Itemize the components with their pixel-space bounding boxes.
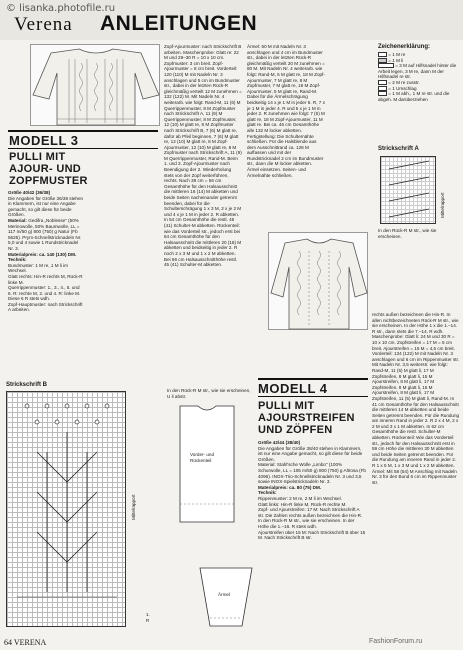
price-text: Materialpreis: ca. 140 (130) DM. bbox=[8, 251, 77, 257]
material-label: Material: bbox=[8, 217, 27, 223]
sweater-illustration-model3 bbox=[30, 44, 160, 126]
legend-item: = 3 M auf Hilfsnadel hinter die Arbeit legen, 3 M re, dann M der Hilfsnadel re str. bbox=[378, 63, 457, 80]
chart-b-row-label: R bbox=[146, 618, 150, 623]
chart-b-row-label: 1. bbox=[146, 612, 150, 617]
watermark: © lisanka.photofile.ru bbox=[6, 3, 116, 14]
legend-item: = 1 M re bbox=[378, 52, 460, 58]
divider bbox=[8, 130, 158, 132]
schematic-piece-label: Ärmel bbox=[218, 592, 230, 597]
model4-title-line: UND ZÖPFEN bbox=[258, 424, 333, 436]
zopf-text: Zopf- und Ajourstreifen: 17 M: Nach Strickschrift A str. Die Zahlen rechts außen bezeichnen die Hin-R. In den Rück-R M str., wie sie erscheinen. In der Höhe die 1.–16. R stets wdh. bbox=[258, 507, 363, 529]
legend-item: = 1 Umschlag bbox=[378, 86, 460, 92]
model3-instructions-col2: Zopf-Ajourmuster: nach Strickschrift B arbeiten. Maschenprobe: Glatt re: 22 M und 29–30 R = 10 x 10 cm. Zopfmuster: 3 cm breit. Zopf-Ajourmuster = 8 cm breit. Vorderteil: 120 (110) M mit Nadeln Nr. 3 anschlagen und 5 cm im Bundmuster str., dabei in der letzten Rück-R gleichmäßig verteilt 12 M zunehmen = 132 (122) M. Mit Nadeln Nr. 4 weiterarb. wie folgt: Rand-M, 11 (6) M Querrippenmuster, 8 M Zopfmuster nach Strickschrift A, 11 (9) M Querrippenmuster, 8 M Zopfmuster, 12 (10) M glatt re, 8 M Zopfmuster nach Strickschrift B, 7 (6) M glatt re, dafür ab Pfeil beginnen, 7 (6) M glatt re, 12 (10) M glatt re, 8 M Zopf-Ajourmuster, 12 (10) M glatt re, 8 M Zopfmuster nach Strickschrift A, 11 (9) M Querrippenmuster, Rand-M. Beim 1. und 3. Zopf-Ajourmuster nach Beendigung der 2. Wiederholung stets von der Zopf weiterführen, rechts. Nach 38 cm = 56 cm Gesamthöhe für den Halsausschnitt die mittleren 16 (14) M abketten und beide Seiten nacheinander getrennt beenden, dabei für die Schulterschrägung 1 x 3 M, 2 x je 2 M und 4 x je 1 M in jeder 2. R abketten. In 54 cm Gesamthöhe die restl. 45 (41) Schulter-M abketten. Rückenteil: wie das Vorderteil str., jedoch erst bei 64 cm Gesamthöhe für den Halsausschnitt die mittleren 20 (18) M abketten und beidseitig in jeder 2. R noch 2 x 3 M und 1 x 2 M abketten. Bei 66 cm Halsausschnitthöhe restl. 45 (41) Schulter-M abketten. bbox=[164, 44, 242, 268]
model4-number: MODELL 4 bbox=[258, 381, 328, 396]
schematic-note: In den Rück-R M str., wie sie erscheinen, U li abstr. bbox=[167, 388, 251, 399]
rippen-text: Rippenmuster: 2 M re, 2 M li im Wechsel. bbox=[258, 495, 342, 501]
technik-label: Technik: bbox=[258, 490, 277, 496]
site-watermark: FashionForum.ru bbox=[369, 638, 423, 645]
cable-icon bbox=[378, 63, 394, 68]
chart-b bbox=[6, 391, 126, 627]
model4-instructions-col-right: rechts außen bezeichnen die Hin-R. In allen nichtbezeichneten Rück-R M str., wie sie erscheinen. In der Höhe 1 x die 1.–14. R str., dann stets die 7.–14. R wdh. Maschenprobe: Glatt li: 24 M und 30 R = 10 x 10 cm. Zopfstreifen = 17 M = 5 cm breit. Ajourstreifen = 15 M = 4,5 cm breit. Vorderteil: 134 (122) M mit Nadeln Nr. 3 anschlagen und 6 cm im Rippenmuster str. Mit Nadeln Nr. 3,5 weiterstr. wie folgt: Rand-M, 11 (5) M glatt li, 17 M Zopfstreifen, 8 M glatt li, 15 M Ajourstreifen, 8 M glatt li, 17 M Zopfstreifen, 8 M glatt li, 15 M Ajourstreifen, 8 M glatt li, 17 M Zopfstreifen, 11 (5) M glatt li, Rand-M. In 41 cm Gesamthöhe für den Halsausschnitt die mittleren 14 M abketten und beide Seiten getrennt beenden. Für die Rundung am inneren Rand in jeder 2. R 2 x 4 M, 2 x 2 M und 3 x 1 M abketten. In 62 cm Gesamthöhe die restl. Schulter-M abketten. Rückenteil: Wie das Vorderteil str., jedoch für den Halsausschnitt erst in 59 cm Höhe die mittleren 30 M abketten und beide Seiten getrennt beenden. Für die Rundung am inneren Rand in jeder 2. R 1 x 5 M, 1 x 3 M und 1 x 2 M abketten. Ärmel: Mit 58 (54) M Anschlag mit Nadeln Nr. 3 für den Bund 6 cm im Rippenmuster str. bbox=[372, 312, 460, 485]
model3-instructions-col3: Ärmel: 60 M mit Nadeln Nr. 3 anschlagen und 4 cm im Bundmuster str., dabei in der letzten Rück-R gleichmäßig verteilt 20 M zunehmen = 80 M. Mit Nadeln Nr. 4 weiterarb. wie folgt: Rand-M, 5 M glatt re, 18 M Zopf-Ajourmuster, 7 M glatt re, 8 M Zopfmuster, 7 M glatt re, 18 M Zopf-Ajourmuster, 5 M glatt re, Rand-M. Dabei für die Ärmelschrägung beidseitig 14 x je 1 M in jeder 6. R, 7 x je 1 M in jeder 4. R und 5 x je 1 M in jeder 2. R zunehmen wie folgt: 7 (6) M glatt re, 18 M Zopf-Ajourmuster, 11 M glatt re. Bei ca. 46 cm Gesamthöhe alle 132 M locker abketten. Fertigstellung: Die Schulternähte schließen. Für die Halsblende aus dem Ausschnittrand ca. 128 M auffassen und mit der Rundstricknadel 2 cm im Bundmuster str., dann die M locker abketten. Ärmel einsetzen. Seiten- und Ärmelnähte schließen. bbox=[247, 44, 325, 178]
schematic-piece-label: Vorder- und Rückenteil bbox=[190, 452, 215, 463]
material-text: Material: Stahl'sche Wolle „Limbo" (100% Schurwolle, LL = 105 m/50 g) 800 (750) g Altrosa (Fb 4096). INOX-Trio-Schnellstricknadeln Nr. 3 und 3,5 sowie INOX-Spielstricknadeln Nr. 3. bbox=[258, 462, 366, 485]
technik-label: Technik: bbox=[8, 257, 27, 263]
model4-title-line: AJOURSTREIFEN bbox=[258, 412, 355, 424]
model3-title-line: AJOUR- UND bbox=[9, 163, 82, 175]
knit-left-icon bbox=[378, 58, 387, 63]
page-number: 64 VERENA bbox=[4, 638, 47, 647]
legend-item: = 1 M abh., 1 M re str. und die abgeh. M darüberziehen bbox=[378, 91, 450, 102]
zopf-text: Zopf-Hauptmuster: nach Strickschrift A arbeiten. bbox=[8, 301, 83, 313]
legend bbox=[378, 44, 460, 138]
glatt-text: Glatt rechts: Hin-R rechts M, Rück-R linke M. bbox=[8, 273, 83, 285]
size-label: Größe 42/44 (38/40) bbox=[258, 440, 301, 445]
intro-text: Die Angaben für Größe 36/38 stehen in Klammern, ist nur eine Angabe gemacht, so gilt diese für beide Größen. bbox=[8, 195, 84, 218]
material-text: Gedifra „Noblesse" (50% Merinowolle, 50% Baumwolle, LL = 117 m/50 g) 800 (750) g Natur (Fb 5625). Prym-Schnellstricknadeln Nr. 5,0 und 4 sowie 1 Rundstricknadel Nr. 3. bbox=[8, 217, 82, 251]
divider bbox=[258, 396, 368, 397]
model3-instructions-col1 bbox=[8, 190, 84, 380]
chart-b-title: Strickschrift B bbox=[6, 382, 48, 388]
chart-a-note: In den Rück-R M str., wie sie erscheinen. bbox=[378, 228, 437, 239]
chart-a-title: Strickschrift A bbox=[378, 146, 419, 152]
k2tog-icon bbox=[378, 80, 387, 85]
model4-instructions bbox=[258, 440, 366, 632]
intro-text: Die Angaben für Größe 38/40 stehen in Klammern, ist nur eine Angabe gemacht, so gilt diese für beide Größen. bbox=[258, 445, 363, 462]
page-title: ANLEITUNGEN bbox=[100, 12, 258, 35]
yarn-over-icon bbox=[378, 86, 387, 91]
bund-text: Bundmuster: 1 M re, 1 M li im Wechsel. bbox=[8, 262, 68, 274]
chart-a bbox=[380, 156, 436, 224]
skp-icon bbox=[378, 91, 387, 96]
legend-title: Zeichenerklärung: bbox=[378, 44, 431, 50]
legend-item: = 2 M re zusstr. bbox=[378, 80, 460, 86]
ajour-text: Ajourstreifen über 15 M: Nach Strickschrift B über 15 M. Nach Strickschrift B str. bbox=[258, 529, 366, 541]
sweater-illustration-model4 bbox=[268, 232, 368, 330]
brand-logo: Verena bbox=[14, 14, 73, 35]
divider bbox=[258, 378, 368, 380]
model3-number: MODELL 3 bbox=[9, 133, 79, 148]
model4-title-line: PULLI MIT bbox=[258, 400, 315, 412]
chart-b-side-label: Mittelrapport bbox=[131, 494, 136, 520]
schematic-front-back bbox=[170, 404, 244, 524]
model3-title-line: PULLI MIT bbox=[9, 151, 66, 163]
glatt-links-text: Glatt links: Hin-R linke M, Rück-R rechte M. bbox=[258, 501, 347, 507]
knit-right-icon bbox=[378, 52, 387, 57]
price-text: Materialpreis: ca. 80 (75) DM. bbox=[258, 484, 322, 490]
legend-item: = 1 M li bbox=[378, 58, 460, 64]
chart-a-side-label: Mittelrapport bbox=[440, 192, 445, 218]
divider bbox=[8, 148, 158, 149]
model3-title-line: ZOPFMUSTER bbox=[9, 175, 88, 187]
querrippen-text: Querrippenmuster: 1., 3., 4., 5. und 6. R: rechte M, 2. und 4. R: linke M. Diese 6 R stets wdh. bbox=[8, 285, 81, 302]
size-label: Größe 40/42 (36/38) bbox=[8, 190, 51, 195]
